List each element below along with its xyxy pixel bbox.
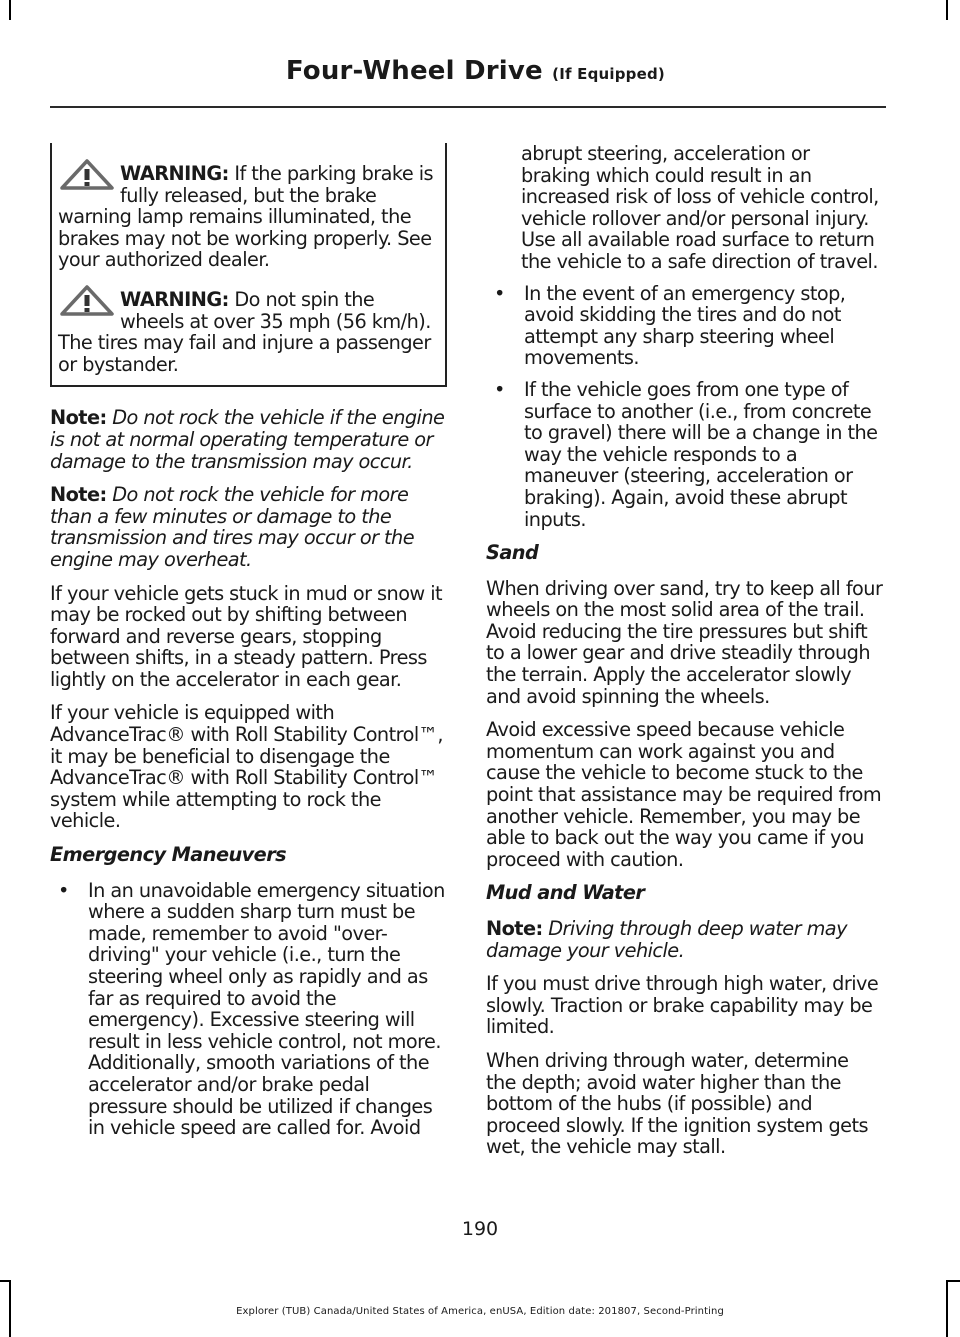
crop-mark-top-left-v xyxy=(9,0,11,20)
crop-mark-bottom-left-h xyxy=(0,1280,11,1282)
body-paragraph-rocking: If your vehicle gets stuck in mud or snow it may be rocked out by shifting between forward and reverse gears, stopping between shifts, in a steady pattern. Press lightly on the accelerator in each gear. xyxy=(50,581,443,691)
list-item xyxy=(486,379,883,530)
warning-text: Do not spin the wheels at over 35 mph (56 km/h). The tires may fail and injure a passenger or bystander. xyxy=(58,287,431,376)
header-title-suffix: (If Equipped) xyxy=(552,65,665,83)
bullet-list xyxy=(486,283,883,531)
note-paragraph xyxy=(486,918,883,961)
list-item xyxy=(486,283,883,369)
warning-item xyxy=(58,289,437,375)
left-column xyxy=(50,143,447,1151)
right-column xyxy=(486,143,883,1170)
note-text: Driving through deep water may damage your vehicle. xyxy=(486,917,847,962)
crop-mark-top-right-v xyxy=(946,0,948,20)
warning-text: If the parking brake is fully released, but the brake warning lamp remains illuminated, the brakes may not be working properly. See your authorized dealer. xyxy=(58,162,434,272)
warning-item xyxy=(58,163,437,271)
warning-triangle-icon xyxy=(58,285,116,317)
list-item-text: If the vehicle goes from one type of surface to another (i.e., from concrete to gravel) there will be a change in the way the vehicle responds to a maneuver (steering, acceleration or braking). Again, avoid these abrupt inputs. xyxy=(524,377,878,531)
list-item-text: In the event of an emergency stop, avoid skidding the tires and do not attempt any sharp steering wheel movements. xyxy=(524,281,846,370)
warning-triangle-icon xyxy=(58,159,116,191)
note-label: Note: xyxy=(50,483,107,507)
body-paragraph-mud-1: If you must drive through high water, drive slowly. Traction or brake capability may be limited. xyxy=(486,972,879,1039)
body-paragraph-sand-1: When driving over sand, try to keep all four wheels on the most solid area of the trail. Avoid reducing the tire pressures but shift to a lower gear and drive steadily through the terrain. Apply the accelerator slowly and avoid spinning the wheels. xyxy=(486,576,883,708)
note-label: Note: xyxy=(486,917,543,940)
note-paragraph xyxy=(50,484,447,570)
list-item-continuation: abrupt steering, acceleration or braking which could result in an increased risk of loss of vehicle control, vehicle rollover and/or personal injury. Use all available road surface to return the vehicle to a safe direction of travel. xyxy=(521,142,879,273)
bullet-list xyxy=(50,880,447,1139)
note-paragraph xyxy=(50,407,447,472)
body-paragraph-advancetrac: If your vehicle is equipped with AdvanceTrac® with Roll Stability Control™, it may be beneficial to disengage the AdvanceTrac® with Roll Stability Control™ system while attempting to rock the vehicle. xyxy=(50,701,443,833)
list-item xyxy=(50,880,447,1139)
warning-box xyxy=(50,143,447,387)
section-heading-sand: Sand xyxy=(486,541,539,565)
bullet-glyph: • xyxy=(494,281,505,305)
bullet-glyph: • xyxy=(494,377,505,401)
section-heading-emergency: Emergency Maneuvers xyxy=(50,843,287,867)
header-rule xyxy=(50,106,886,108)
note-text: Do not rock the vehicle if the engine is not at normal operating temperature or damage to the transmission may occur. xyxy=(50,406,445,473)
body-paragraph-sand-2: Avoid excessive speed because vehicle momentum can work against you and cause the vehicle to become stuck to the point that assistance may be required from another vehicle. Remember, you may be able to back out the way you came if you proceed with caution. xyxy=(486,718,882,871)
section-heading-mud-water: Mud and Water xyxy=(486,881,645,905)
list-item-text: In an unavoidable emergency situation where a sudden sharp turn must be made, remember to avoid "over-driving" your vehicle (i.e., turn the steering wheel only as rapidly and as far as required to avoid the emergency). Excessive steering will result in less vehicle control, not more. Additionally, smooth variations of the accelerator and/or brake pedal pressure should be utilized if changes in vehicle speed are called for. Avoid xyxy=(88,878,445,1140)
page-header-title xyxy=(286,56,665,86)
page-number: 190 xyxy=(461,1218,499,1240)
header-title-main: Four-Wheel Drive xyxy=(285,56,543,86)
note-text: Do not rock the vehicle for more than a few minutes or damage to the transmission and tires may occur or the engine may overheat. xyxy=(50,483,415,571)
note-label: Note: xyxy=(50,406,107,430)
warning-label: WARNING: xyxy=(120,162,229,185)
warning-label: WARNING: xyxy=(120,287,229,311)
footer-edition-info: Explorer (TUB) Canada/United States of America, enUSA, Edition date: 201807, Second-Printing xyxy=(236,1306,724,1317)
body-paragraph-mud-2: When driving through water, determine the depth; avoid water higher than the bottom of the hubs (if possible) and proceed slowly. If the ignition system gets wet, the vehicle may stall. xyxy=(486,1048,868,1159)
crop-mark-bottom-right-h xyxy=(946,1280,960,1282)
bullet-glyph: • xyxy=(58,878,69,902)
